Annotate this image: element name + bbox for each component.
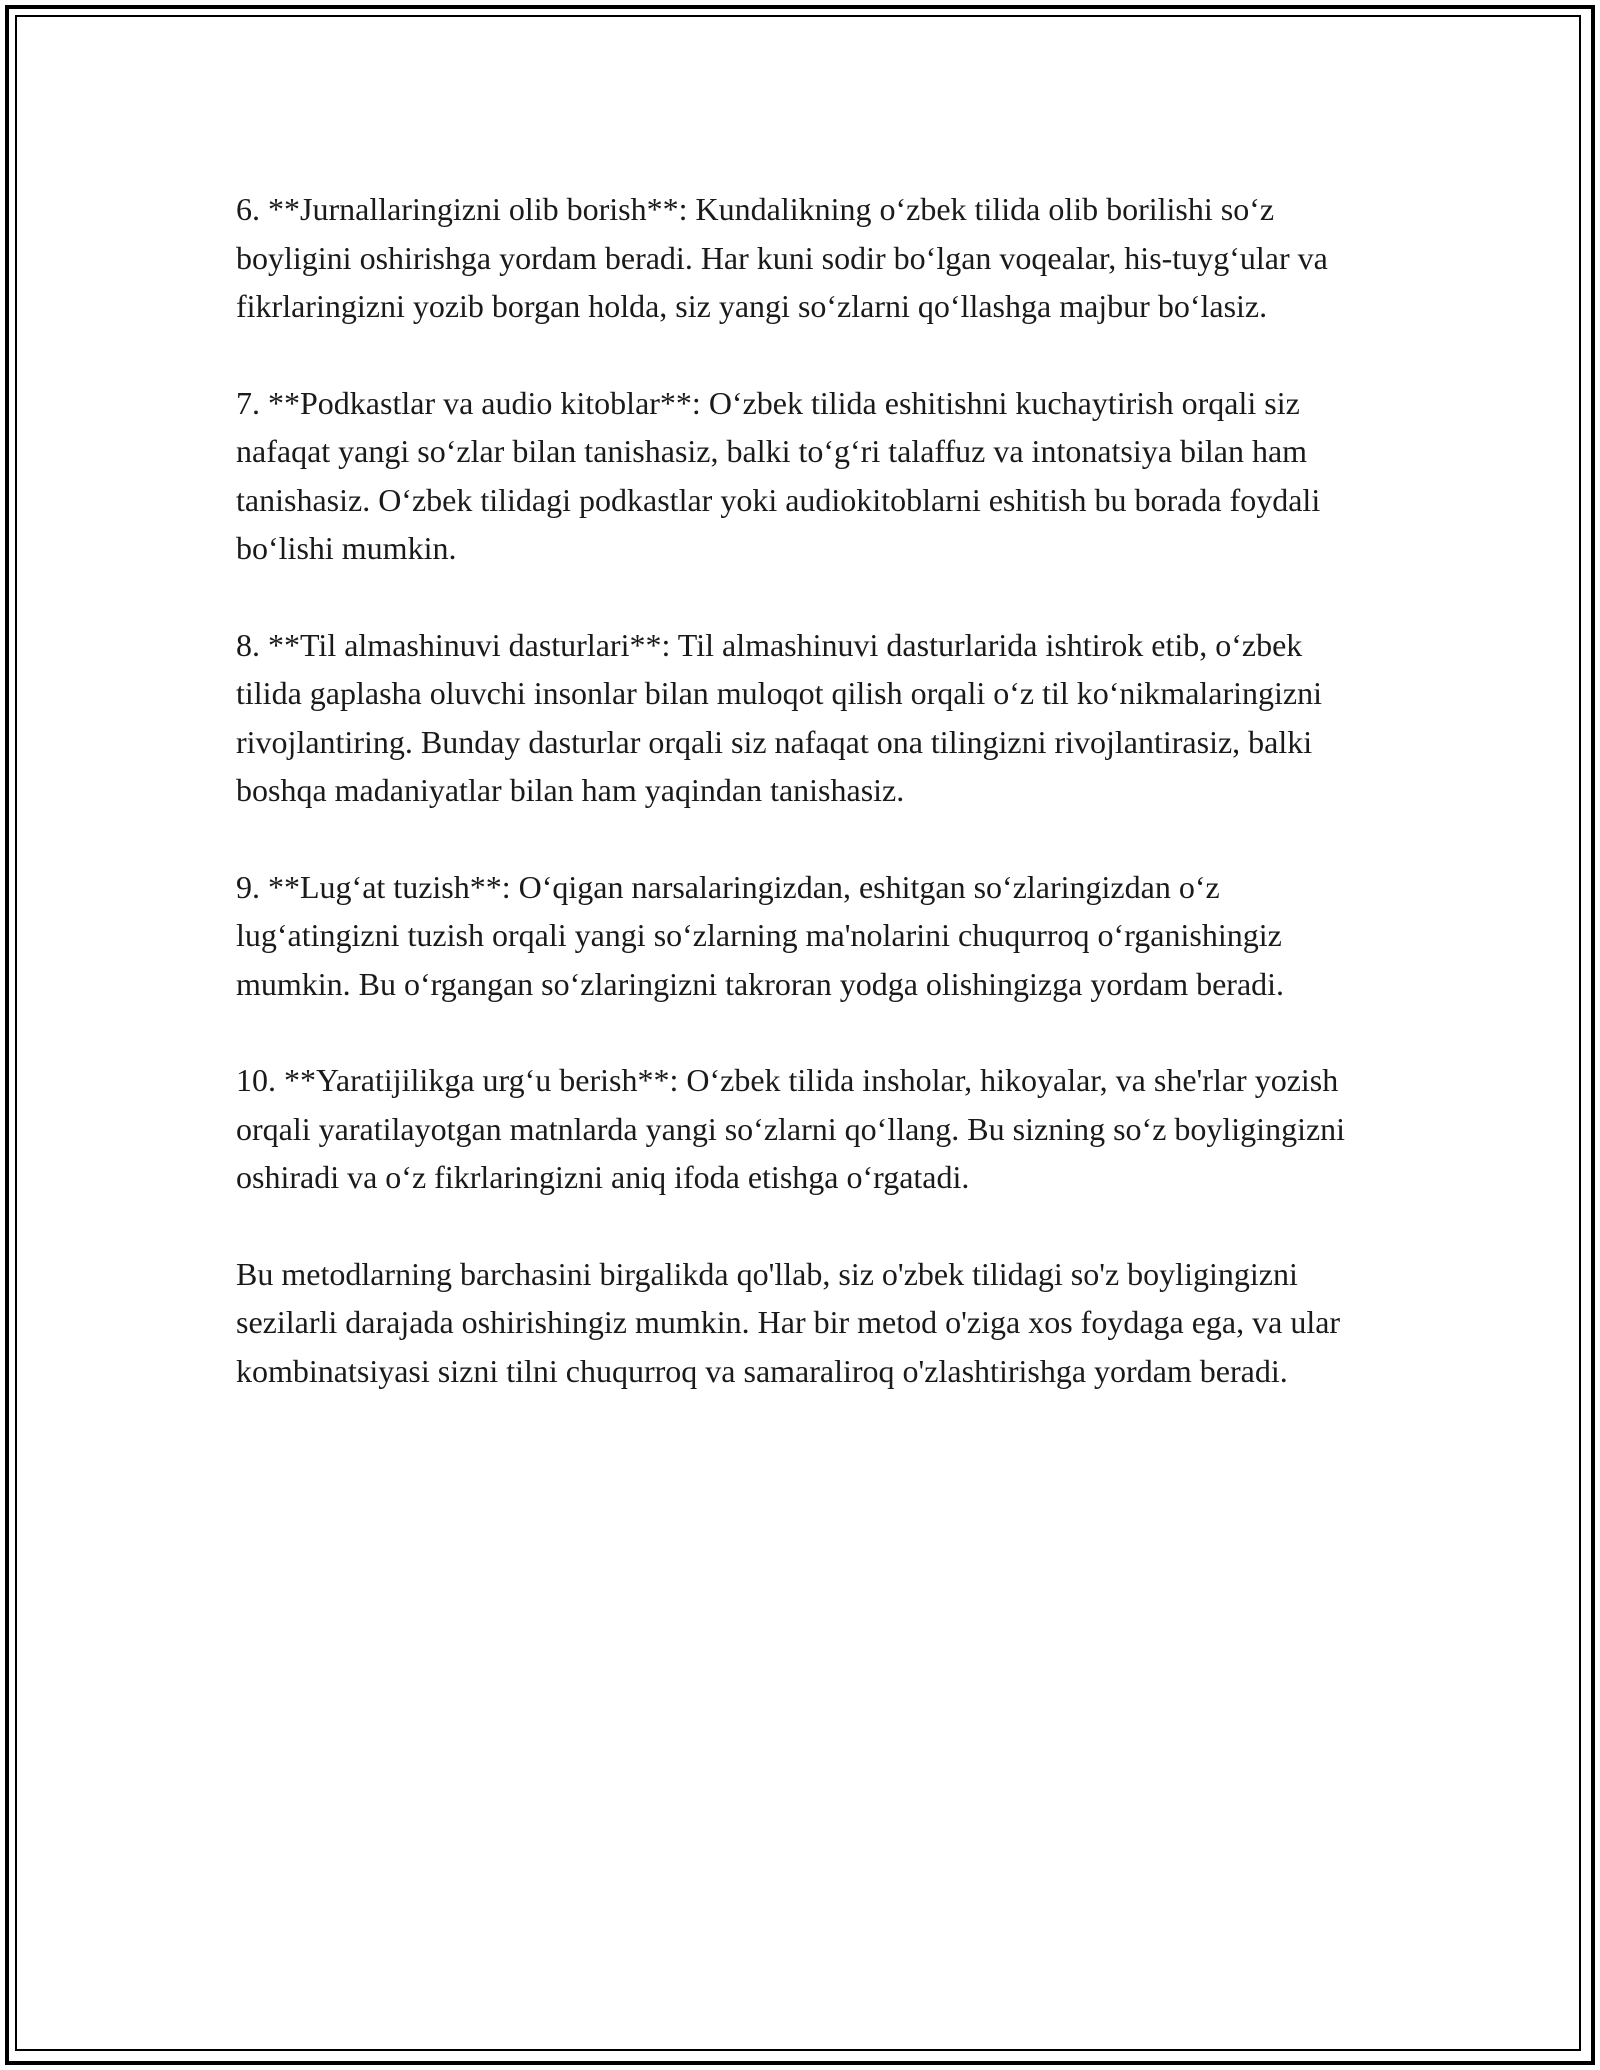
paragraph-vocabulary-list: 9. **Lug‘at tuzish**: O‘qigan narsalaringizdan, eshitgan so‘zlaringizdan o‘z lug‘atingizni tuzish orqali yangi so‘zlarning ma'nolarini chuqurroq o‘rganishingiz mumkin. Bu o‘rgangan so‘zlaringizni takroran yodga olishingizga yordam beradi.: [236, 868, 1285, 1002]
paragraph-podcasts: 7. **Podkastlar va audio kitoblar**: O‘zbek tilida eshitishni kuchaytirish orqali siz nafaqat yangi so‘zlar bilan tanishasiz, balki to‘g‘ri talaffuz va intonatsiya bilan ham tanishasiz. O‘zbek tilidagi podkastlar yoki audiokitoblarni eshitish bu borada foydali bo‘lishi mumkin.: [236, 384, 1321, 566]
paragraph-conclusion: Bu metodlarning barchasini birgalikda qo'llab, siz o'zbek tilidagi so'z boyligingizni sezilarli darajada oshirishingiz mumkin. Har bir metod o'ziga xos foydaga ega, va ular kombinatsiyasi sizni tilni chuqurroq va samaraliroq o'zlashtirishga yordam beradi.: [236, 1255, 1341, 1389]
paragraph-journaling: 6. **Jurnallaringizni olib borish**: Kundalikning o‘zbek tilida olib borilishi so‘z boyligini oshirishga yordam beradi. Har kuni sodir bo‘lgan voqealar, his-tuyg‘ular va fikrlaringizni yozib borgan holda, siz yangi so‘zlarni qo‘llashga majbur bo‘lasiz.: [236, 191, 1328, 324]
paragraph-language-exchange: 8. **Til almashinuvi dasturlari**: Til almashinuvi dasturlarida ishtirok etib, o‘zbek tilida gaplasha oluvchi insonlar bilan muloqot qilish orqali o‘z til ko‘nikmalaringizni rivojlantiring. Bunday dasturlar orqali siz nafaqat ona tilingizni rivojlantirasiz, balki boshqa madaniyatlar bilan ham yaqindan tanishasiz.: [236, 626, 1323, 808]
paragraph-creativity: 10. **Yaratijilikga urg‘u berish**: O‘zbek tilida insholar, hikoyalar, va she'rlar yozish orqali yaratilayotgan matnlarda yangi so‘zlarni qo‘llang. Bu sizning so‘z boyligingizni oshiradi va o‘z fikrlaringizni aniq ifoda etishga o‘rgatadi.: [236, 1062, 1346, 1195]
document-body: [236, 185, 1370, 1443]
